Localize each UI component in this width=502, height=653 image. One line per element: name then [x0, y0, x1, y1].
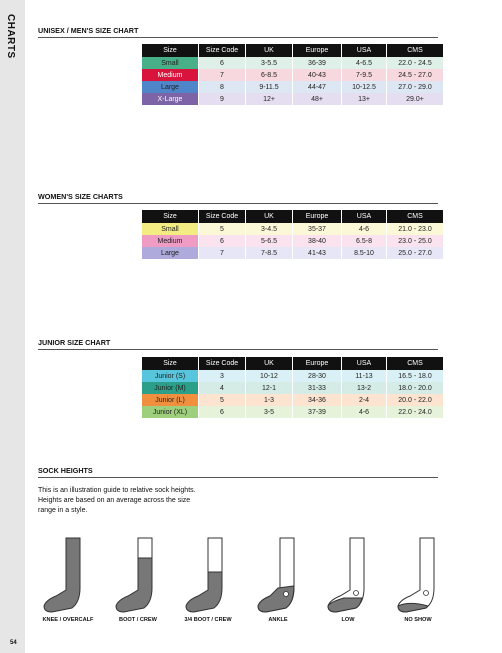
table-cell: 13-2 [342, 382, 387, 394]
column-header: Size [142, 357, 199, 370]
table-cell: 29.0+ [387, 93, 444, 105]
table-row [142, 394, 443, 406]
unisex-size-table [142, 44, 443, 105]
table-row [142, 223, 443, 235]
boot-sock-illustration [110, 530, 170, 624]
size-label-cell: X-Large [142, 93, 199, 105]
table-header-row [142, 357, 443, 370]
table-row [142, 370, 443, 382]
table-cell: 35-37 [293, 223, 342, 235]
table-cell: 4-6 [342, 406, 387, 418]
table-row [142, 81, 443, 93]
sock-label-ankle: ANKLE [268, 617, 288, 623]
table-cell: 3-5 [246, 406, 293, 418]
column-header: UK [246, 357, 293, 370]
sock-heights-title: SOCK HEIGHTS [38, 466, 93, 475]
low-bone-icon [354, 591, 359, 596]
table-cell: 5 [199, 394, 246, 406]
table-cell: 23.0 - 25.0 [387, 235, 444, 247]
table-cell: 27.0 - 29.0 [387, 81, 444, 93]
table-cell: 7 [199, 69, 246, 81]
table-cell: 3 [199, 370, 246, 382]
table-cell: 3-5.5 [246, 57, 293, 69]
table-cell: 2-4 [342, 394, 387, 406]
column-header: USA [342, 44, 387, 57]
table-cell: 25.0 - 27.0 [387, 247, 444, 259]
womens-chart-title: WOMEN'S SIZE CHARTS [38, 192, 123, 201]
table-cell: 5 [199, 223, 246, 235]
size-label-cell: Large [142, 81, 199, 93]
table-cell: 7 [199, 247, 246, 259]
table-cell: 24.5 - 27.0 [387, 69, 444, 81]
table-cell: 34-36 [293, 394, 342, 406]
table-cell: 1-3 [246, 394, 293, 406]
no-show-sock-icon [398, 603, 428, 612]
table-cell: 31-33 [293, 382, 342, 394]
junior-size-table [142, 357, 443, 418]
column-header: USA [342, 357, 387, 370]
sock-label-three-quarter: 3/4 BOOT / CREW [184, 617, 232, 623]
table-cell: 48+ [293, 93, 342, 105]
sock-label-boot: BOOT / CREW [119, 617, 157, 623]
table-cell: 11-13 [342, 370, 387, 382]
size-label-cell: Medium [142, 69, 199, 81]
section-divider [38, 477, 438, 478]
table-cell: 8 [199, 81, 246, 93]
table-cell: 3-4.5 [246, 223, 293, 235]
no-show-bone-icon [424, 591, 429, 596]
column-header: CMS [387, 357, 444, 370]
column-header: UK [246, 210, 293, 223]
section-divider [38, 349, 438, 350]
knee-sock-illustration [38, 530, 98, 624]
column-header: Size [142, 44, 199, 57]
no-show-sock-illustration [392, 530, 452, 624]
table-cell: 37-39 [293, 406, 342, 418]
table-row [142, 406, 443, 418]
junior-chart-title: JUNIOR SIZE CHART [38, 338, 111, 347]
table-cell: 5-6.5 [246, 235, 293, 247]
column-header: CMS [387, 210, 444, 223]
column-header: Size Code [199, 44, 246, 57]
table-cell: 6 [199, 57, 246, 69]
womens-size-table [142, 210, 443, 259]
boot-sock-leg-icon [138, 538, 152, 558]
table-cell: 13+ [342, 93, 387, 105]
sock-heights-description [38, 486, 238, 516]
table-cell: 40-43 [293, 69, 342, 81]
three-quarter-sock-illustration [180, 530, 240, 624]
sidebar [0, 0, 25, 653]
size-label-cell: Junior (S) [142, 370, 199, 382]
table-row [142, 93, 443, 105]
column-header: Europe [293, 357, 342, 370]
table-row [142, 57, 443, 69]
table-cell: 4-6 [342, 223, 387, 235]
section-divider [38, 37, 438, 38]
table-cell: 4-6.5 [342, 57, 387, 69]
table-header-row [142, 44, 443, 57]
low-sock-illustration [322, 530, 382, 624]
boot-sock-icon [116, 558, 152, 612]
description-line: range in a style. [38, 507, 88, 514]
table-cell: 6-8.5 [246, 69, 293, 81]
table-cell: 41-43 [293, 247, 342, 259]
page-number: 54 [10, 640, 17, 646]
size-label-cell: Junior (XL) [142, 406, 199, 418]
sock-label-knee: KNEE / OVERCALF [42, 617, 94, 623]
description-line: This is an illustration guide to relative sock heights. [38, 487, 196, 494]
table-cell: 20.0 - 22.0 [387, 394, 444, 406]
table-cell: 16.5 - 18.0 [387, 370, 444, 382]
table-row [142, 382, 443, 394]
table-cell: 22.0 - 24.5 [387, 57, 444, 69]
table-header-row [142, 210, 443, 223]
table-row [142, 69, 443, 81]
size-label-cell: Junior (M) [142, 382, 199, 394]
no-show-leg-icon [398, 538, 434, 612]
description-line: Heights are based on an average across the size [38, 497, 191, 504]
ankle-sock-illustration [252, 530, 312, 624]
table-cell: 44-47 [293, 81, 342, 93]
ankle-bone-icon [284, 592, 289, 597]
table-row [142, 247, 443, 259]
size-label-cell: Junior (L) [142, 394, 199, 406]
table-cell: 9 [199, 93, 246, 105]
table-cell: 6.5-8 [342, 235, 387, 247]
table-cell: 12+ [246, 93, 293, 105]
section-tab-label: CHARTS [5, 14, 16, 59]
table-row [142, 235, 443, 247]
size-label-cell: Medium [142, 235, 199, 247]
three-quarter-sock-leg-icon [208, 538, 222, 572]
table-cell: 10-12 [246, 370, 293, 382]
table-cell: 21.0 - 23.0 [387, 223, 444, 235]
column-header: Size [142, 210, 199, 223]
size-label-cell: Large [142, 247, 199, 259]
table-cell: 9-11.5 [246, 81, 293, 93]
column-header: Size Code [199, 210, 246, 223]
column-header: Europe [293, 44, 342, 57]
size-label-cell: Small [142, 57, 199, 69]
sock-label-low: LOW [341, 617, 355, 623]
knee-sock-icon [44, 538, 80, 612]
ankle-sock-icon [258, 586, 294, 612]
table-cell: 28-30 [293, 370, 342, 382]
column-header: USA [342, 210, 387, 223]
sock-label-no-show: NO SHOW [404, 617, 432, 623]
section-divider [38, 203, 438, 204]
table-cell: 7-8.5 [246, 247, 293, 259]
table-cell: 22.0 - 24.0 [387, 406, 444, 418]
table-cell: 12-1 [246, 382, 293, 394]
table-cell: 7-9.5 [342, 69, 387, 81]
unisex-chart-title: UNISEX / MEN'S SIZE CHART [38, 26, 139, 35]
table-cell: 6 [199, 235, 246, 247]
size-label-cell: Small [142, 223, 199, 235]
three-quarter-sock-icon [186, 572, 222, 612]
column-header: Europe [293, 210, 342, 223]
table-cell: 36-39 [293, 57, 342, 69]
table-cell: 8.5-10 [342, 247, 387, 259]
table-cell: 4 [199, 382, 246, 394]
table-cell: 6 [199, 406, 246, 418]
table-cell: 18.0 - 20.0 [387, 382, 444, 394]
table-cell: 38-40 [293, 235, 342, 247]
column-header: Size Code [199, 357, 246, 370]
column-header: CMS [387, 44, 444, 57]
table-cell: 10-12.5 [342, 81, 387, 93]
column-header: UK [246, 44, 293, 57]
